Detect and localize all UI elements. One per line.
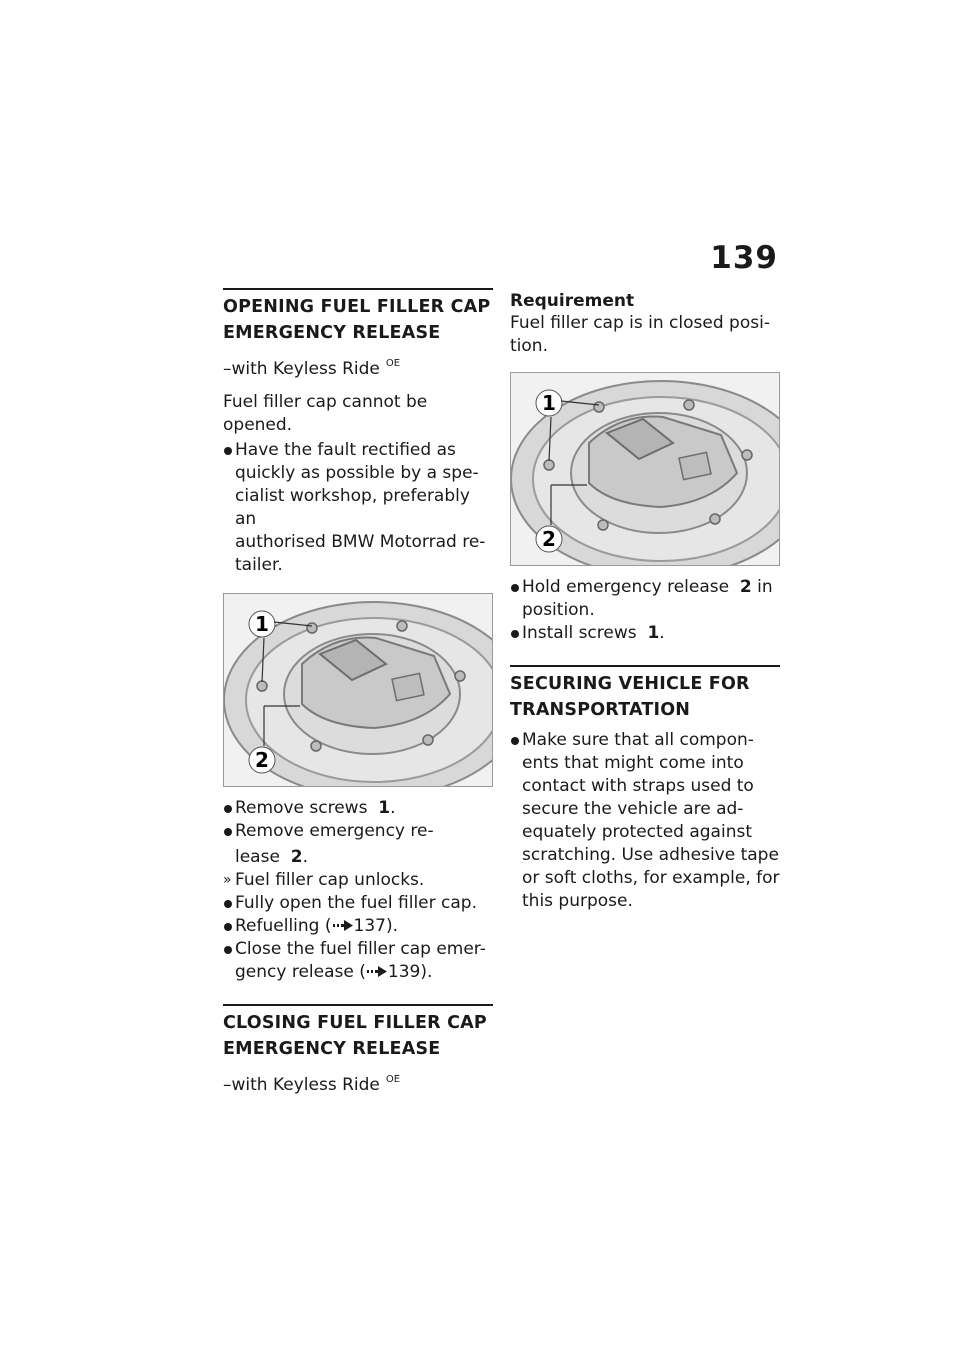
list-item [510,622,780,645]
closing-procedure [510,576,780,645]
oe-tag: OE [385,1074,401,1085]
opening-procedure [223,797,493,984]
requirement-title: Requirement [510,291,635,311]
step-end: . [390,798,396,818]
step-line: quickly as possible by a spe- [235,463,479,483]
equipment-note [223,352,493,381]
step-line: gency release ( [235,962,366,982]
step-end: in [757,577,773,597]
callout-label-1: 1 [255,612,269,636]
list-item [223,938,493,984]
result-text: Fuel filler cap unlocks. [235,870,425,890]
section-heading-opening-emergency-release [223,288,493,346]
step-end: ). [385,916,398,936]
step-text: Hold emergency release [522,577,730,597]
right-column [510,290,780,913]
item-reference: 1 [378,798,391,818]
transport-steps [510,729,780,913]
requirement-line: tion. [510,336,548,356]
bullet-dot-icon [224,828,232,836]
callout-label-1: 1 [542,391,556,415]
callout-label-2: 2 [542,527,556,551]
bullet-dot-icon [511,584,519,592]
list-item [223,869,493,892]
step-line: this purpose. [522,891,633,911]
bullet-dot-icon [224,900,232,908]
section-title-line: EMERGENCY RELEASE [223,323,441,343]
requirement-line: Fuel filler cap is in closed posi- [510,313,770,333]
bullet-dot-icon [224,923,232,931]
fuel-cap-drawing [511,373,779,565]
item-reference: 1 [647,623,660,643]
list-item [223,439,493,577]
list-item [510,576,780,622]
section-heading-securing-vehicle [510,665,780,723]
page-number: 139 [710,240,778,276]
bullet-dot-icon [224,447,232,455]
fuel-cap-illustration [223,593,493,787]
step-text: Remove screws [235,798,368,818]
arrow-right-icon [332,920,354,931]
step-line: lease [235,847,280,867]
equipment-note [223,1068,493,1097]
intro-line: opened. [223,415,293,435]
list-item [510,729,780,913]
list-item [223,892,493,915]
step-line: tailer. [235,555,283,575]
requirement-text [510,312,780,358]
section-heading-closing-emergency-release [223,1004,493,1062]
equipment-label: –with Keyless Ride [223,1075,380,1095]
bullet-dot-icon [224,805,232,813]
step-line: cialist workshop, preferably an [235,486,470,529]
bullet-dot-icon [511,737,519,745]
step-line: equately protected against [522,822,752,842]
step-end: ). [420,962,433,982]
callout-label-2: 2 [255,748,269,772]
step-line: Close the fuel filler cap emer- [235,939,486,959]
step-text: Refuelling ( [235,916,332,936]
step-line: Make sure that all compon- [522,730,754,750]
section-title-line: TRANSPORTATION [510,700,691,720]
step-line: Remove emergency re- [235,821,434,841]
bullet-dot-icon [224,946,232,954]
intro-line: Fuel filler cap cannot be [223,392,428,412]
step-line: contact with straps used to [522,776,754,796]
item-reference: 2 [739,577,752,597]
page-link-139[interactable]: 139 [387,962,421,982]
step-line: Have the fault rectified as [235,440,456,460]
oe-tag: OE [385,358,401,369]
step-text: Install screws [522,623,637,643]
intro-text [223,391,493,437]
list-item [223,915,493,938]
item-reference: 2 [290,847,303,867]
step-text: Fully open the fuel filler cap. [235,893,477,913]
arrow-right-icon [366,966,388,977]
step-line: scratching. Use adhesive tape [522,845,779,865]
section-title-line: EMERGENCY RELEASE [223,1039,441,1059]
step-end: . [659,623,665,643]
section-title-line: SECURING VEHICLE FOR [510,674,750,694]
fuel-cap-illustration [510,372,780,566]
page-link-137[interactable]: 137 [353,916,386,936]
fuel-cap-drawing [224,594,492,786]
step-line: position. [522,600,595,620]
section-title-line: OPENING FUEL FILLER CAP [223,297,491,317]
left-column [223,288,493,1097]
section-title-line: CLOSING FUEL FILLER CAP [223,1013,487,1033]
step-line: ents that might come into [522,753,744,773]
bullet-dot-icon [511,630,519,638]
equipment-label: –with Keyless Ride [223,359,380,379]
step-end: . [302,847,308,867]
list-item [223,797,493,820]
step-line: or soft cloths, for example, for [522,868,780,888]
list-item [223,820,493,869]
step-line: authorised BMW Motorrad re- [235,532,486,552]
result-marker: » [223,872,232,888]
fault-steps [223,439,493,577]
step-line: secure the vehicle are ad- [522,799,744,819]
